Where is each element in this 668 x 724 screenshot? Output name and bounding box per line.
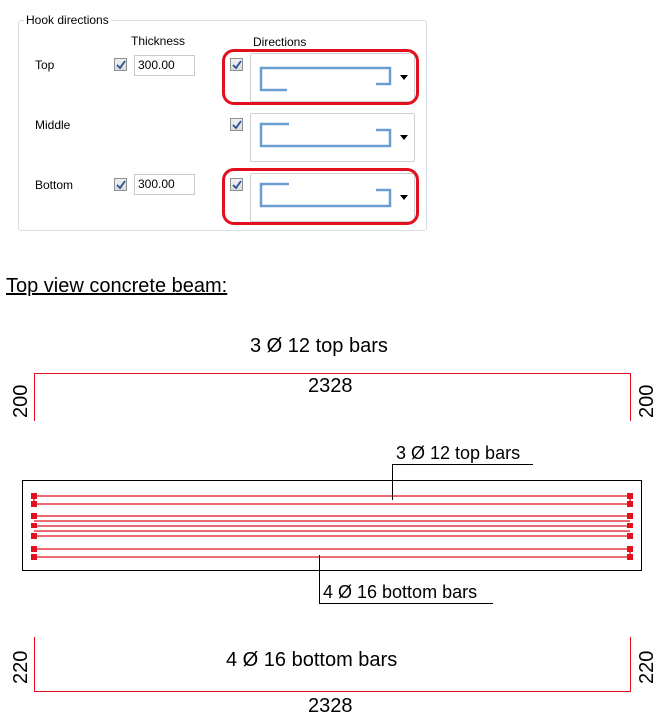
check-icon <box>232 180 242 190</box>
row-label-top: Top <box>35 58 55 72</box>
chevron-down-icon[interactable] <box>400 135 408 140</box>
row-label-middle: Middle <box>35 118 71 132</box>
top-left-hook-dim: 200 <box>10 384 32 418</box>
bottom-bar-length: 2328 <box>308 695 353 717</box>
bottom-thickness-checkbox[interactable] <box>114 178 127 191</box>
top-bars-leader-underline <box>392 464 533 465</box>
top-direction-checkbox[interactable] <box>230 58 243 71</box>
top-bar-right-hook <box>630 373 631 421</box>
check-icon <box>232 60 242 70</box>
middle-direction-dropdown[interactable] <box>250 113 415 162</box>
top-thickness-input[interactable]: 300.00 <box>134 55 195 76</box>
group-title: Hook directions <box>26 13 109 27</box>
bottom-bars-leader-underline <box>319 603 493 604</box>
bottom-right-hook-dim: 220 <box>636 650 658 684</box>
top-bar-length: 2328 <box>308 375 353 397</box>
hook-shape-icon <box>259 59 395 93</box>
top-direction-dropdown[interactable] <box>250 53 415 102</box>
bottom-direction-dropdown[interactable] <box>250 173 415 222</box>
bottom-bar-right-hook <box>630 637 631 692</box>
bottom-bar-title: 4 Ø 16 bottom bars <box>226 649 398 671</box>
top-thickness-checkbox[interactable] <box>114 58 127 71</box>
thickness-header: Thickness <box>131 34 186 48</box>
chevron-down-icon[interactable] <box>400 75 408 80</box>
row-label-bottom: Bottom <box>35 178 74 192</box>
chevron-down-icon[interactable] <box>400 195 408 200</box>
bottom-left-hook-dim: 220 <box>10 650 32 684</box>
check-icon <box>116 60 126 70</box>
top-bar-line <box>34 373 631 374</box>
top-bars-leader-line <box>392 464 393 500</box>
bottom-thickness-input[interactable]: 300.00 <box>134 174 195 195</box>
rebar-lines <box>22 480 642 571</box>
bottom-bars-leader-label: 4 Ø 16 bottom bars <box>323 582 478 602</box>
drawing-heading: Top view concrete beam: <box>6 275 228 297</box>
bottom-direction-checkbox[interactable] <box>230 178 243 191</box>
hook-shape-icon <box>259 119 395 153</box>
top-bar-left-hook <box>34 373 35 421</box>
top-right-hook-dim: 200 <box>636 384 658 418</box>
bottom-bars-leader-line <box>319 555 320 603</box>
bottom-bar-left-hook <box>34 637 35 692</box>
directions-header: Directions <box>253 35 307 49</box>
hook-shape-icon <box>259 179 395 213</box>
bottom-bar-line <box>34 691 631 692</box>
check-icon <box>232 120 242 130</box>
check-icon <box>116 180 126 190</box>
top-bars-leader-label: 3 Ø 12 top bars <box>396 443 521 463</box>
top-bar-title: 3 Ø 12 top bars <box>250 335 388 357</box>
middle-direction-checkbox[interactable] <box>230 118 243 131</box>
